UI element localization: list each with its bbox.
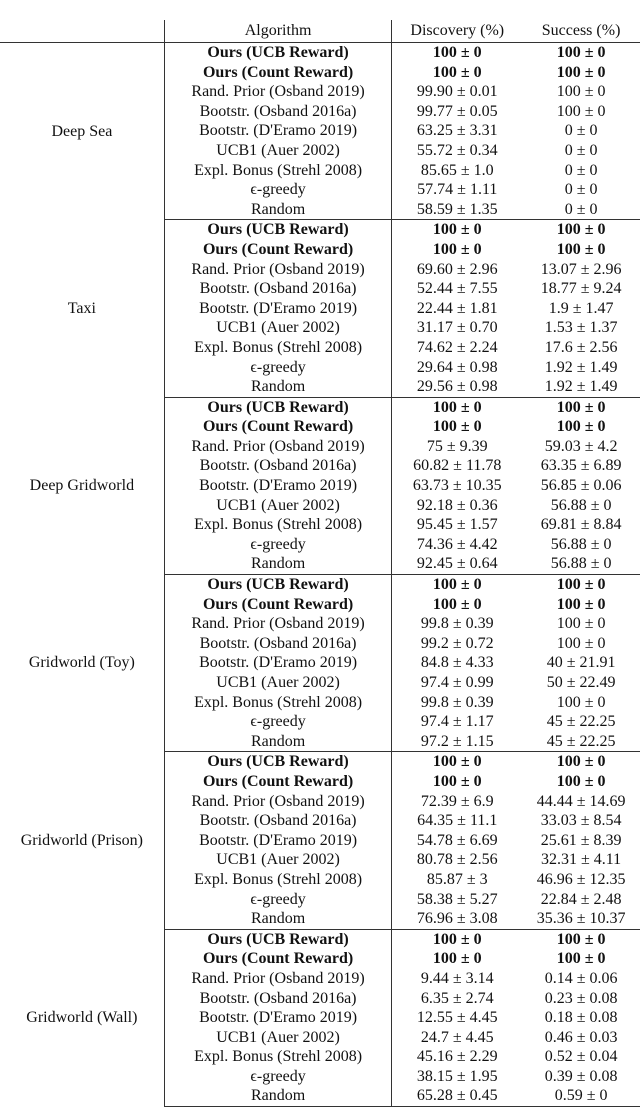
success-cell: 17.6 ± 2.56 <box>544 338 618 356</box>
success-cell: 0.23 ± 0.08 <box>544 989 618 1007</box>
discovery-cell: 100 ± 0 <box>432 930 482 948</box>
table-row <box>0 929 640 949</box>
success-cell: 69.81 ± 8.84 <box>540 516 622 534</box>
algorithm-cell: UCB1 (Auer 2002) <box>164 850 392 870</box>
algorithm-cell: Ours (Count Reward) <box>164 417 392 437</box>
discovery-cell: 52.44 ± 7.55 <box>416 280 498 298</box>
algorithm-cell: Expl. Bonus (Strehl 2008) <box>164 1047 392 1067</box>
success-cell: 56.88 ± 0 <box>550 496 612 514</box>
algorithm-cell: Expl. Bonus (Strehl 2008) <box>164 161 392 181</box>
discovery-cell: 69.60 ± 2.96 <box>416 260 498 278</box>
success-cell: 0 ± 0 <box>564 161 598 179</box>
algorithm-cell: Ours (UCB Reward) <box>164 752 392 772</box>
algorithm-cell: Rand. Prior (Osband 2019) <box>164 437 392 457</box>
success-cell: 100 ± 0 <box>556 634 606 652</box>
algorithm-cell: Ours (Count Reward) <box>164 63 392 83</box>
discovery-cell: 22.44 ± 1.81 <box>416 299 498 317</box>
discovery-cell: 84.8 ± 4.33 <box>420 654 494 672</box>
success-cell: 0.39 ± 0.08 <box>544 1067 618 1085</box>
algorithm-cell: Ours (Count Reward) <box>164 772 392 792</box>
success-cell: 1.53 ± 1.37 <box>544 319 618 337</box>
discovery-cell: 100 ± 0 <box>432 576 482 594</box>
discovery-cell: 9.44 ± 3.14 <box>420 969 494 987</box>
table-row <box>0 397 640 417</box>
success-cell: 100 ± 0 <box>556 576 606 594</box>
success-cell: 0.59 ± 0 <box>522 1086 640 1106</box>
environment-label: Gridworld (Wall) <box>0 929 164 1106</box>
success-cell: 56.88 ± 0 <box>522 554 640 574</box>
algorithm-cell: ϵ-greedy <box>164 358 392 378</box>
success-cell: 100 ± 0 <box>556 930 606 948</box>
success-cell: 35.36 ± 10.37 <box>522 909 640 929</box>
success-cell: 100 ± 0 <box>556 398 606 416</box>
discovery-cell: 97.4 ± 0.99 <box>420 674 494 691</box>
discovery-cell: 100 ± 0 <box>432 753 482 771</box>
algorithm-cell: Expl. Bonus (Strehl 2008) <box>164 693 392 713</box>
success-cell: 63.35 ± 6.89 <box>540 457 622 475</box>
algorithm-cell: Bootstr. (D'Eramo 2019) <box>164 299 392 319</box>
success-cell: 100 ± 0 <box>556 102 606 120</box>
algorithm-cell: UCB1 (Auer 2002) <box>164 141 392 161</box>
success-cell: 50 ± 22.49 <box>546 674 616 691</box>
discovery-cell: 60.82 ± 11.78 <box>413 457 502 475</box>
algorithm-cell: UCB1 (Auer 2002) <box>164 318 392 338</box>
success-cell: 100 ± 0 <box>556 83 606 101</box>
algorithm-cell: Ours (Count Reward) <box>164 595 392 615</box>
success-cell: 0 ± 0 <box>564 122 598 140</box>
algorithm-cell: ϵ-greedy <box>164 890 392 910</box>
discovery-cell: 58.38 ± 5.27 <box>416 890 498 908</box>
algorithm-cell: Rand. Prior (Osband 2019) <box>164 792 392 812</box>
discovery-cell: 100 ± 0 <box>432 418 482 436</box>
environment-label: Gridworld (Prison) <box>0 752 164 929</box>
algorithm-cell: Bootstr. (D'Eramo 2019) <box>164 653 392 673</box>
algorithm-cell: Bootstr. (D'Eramo 2019) <box>164 476 392 496</box>
environment-label: Deep Gridworld <box>0 397 164 574</box>
algorithm-cell: Ours (Count Reward) <box>164 949 392 969</box>
discovery-cell: 38.15 ± 1.95 <box>416 1067 498 1085</box>
results-table <box>0 20 640 1107</box>
success-cell: 0.14 ± 0.06 <box>544 969 618 987</box>
success-cell: 1.9 ± 1.47 <box>548 299 614 317</box>
algorithm-cell: Rand. Prior (Osband 2019) <box>164 260 392 280</box>
success-cell: 56.85 ± 0.06 <box>540 477 622 495</box>
success-cell: 59.03 ± 4.2 <box>544 437 618 455</box>
algorithm-cell: Ours (UCB Reward) <box>164 929 392 949</box>
algorithm-cell: Bootstr. (Osband 2016a) <box>164 279 392 299</box>
discovery-cell: 85.87 ± 3 <box>426 870 488 888</box>
success-cell: 45 ± 22.25 <box>522 732 640 752</box>
algorithm-cell: UCB1 (Auer 2002) <box>164 673 392 693</box>
success-cell: 13.07 ± 2.96 <box>540 260 622 278</box>
discovery-cell: 29.64 ± 0.98 <box>416 358 498 376</box>
discovery-cell: 95.45 ± 1.57 <box>416 516 498 534</box>
algorithm-cell: Random <box>164 1086 392 1106</box>
success-cell: 46.96 ± 12.35 <box>536 870 626 888</box>
discovery-cell: 100 ± 0 <box>432 221 482 239</box>
discovery-cell: 92.18 ± 0.36 <box>416 496 498 514</box>
discovery-cell: 24.7 ± 4.45 <box>420 1028 494 1046</box>
algorithm-cell: Bootstr. (Osband 2016a) <box>164 811 392 831</box>
success-cell: 0.52 ± 0.04 <box>544 1048 618 1066</box>
discovery-cell: 54.78 ± 6.69 <box>416 831 498 849</box>
algorithm-cell: Bootstr. (Osband 2016a) <box>164 102 392 122</box>
success-cell: 45 ± 22.25 <box>546 713 616 731</box>
algorithm-cell: Bootstr. (Osband 2016a) <box>164 634 392 654</box>
table-row <box>0 752 640 772</box>
discovery-cell: 100 ± 0 <box>432 772 482 790</box>
success-cell: 0 ± 0 <box>564 141 598 159</box>
algorithm-cell: UCB1 (Auer 2002) <box>164 1028 392 1048</box>
discovery-cell: 97.4 ± 1.17 <box>420 713 494 731</box>
discovery-cell: 63.73 ± 10.35 <box>412 477 502 495</box>
success-cell: 33.03 ± 8.54 <box>540 812 622 830</box>
algorithm-cell: Ours (UCB Reward) <box>164 220 392 240</box>
discovery-cell: 74.62 ± 2.24 <box>416 338 498 356</box>
discovery-cell: 65.28 ± 0.45 <box>392 1086 522 1106</box>
success-cell: 18.77 ± 9.24 <box>540 280 622 298</box>
success-cell: 100 ± 0 <box>556 221 606 239</box>
success-cell: 100 ± 0 <box>556 418 606 436</box>
success-cell: 100 ± 0 <box>556 950 606 968</box>
success-cell: 0 ± 0 <box>522 200 640 220</box>
header-environment <box>0 20 164 43</box>
success-cell: 25.61 ± 8.39 <box>540 831 622 849</box>
discovery-cell: 99.8 ± 0.39 <box>420 693 494 711</box>
algorithm-cell: Expl. Bonus (Strehl 2008) <box>164 515 392 535</box>
discovery-cell: 74.36 ± 4.42 <box>416 535 498 553</box>
environment-label: Taxi <box>0 220 164 397</box>
algorithm-cell: Rand. Prior (Osband 2019) <box>164 969 392 989</box>
algorithm-cell: ϵ-greedy <box>164 712 392 732</box>
discovery-cell: 100 ± 0 <box>432 398 482 416</box>
algorithm-cell: Expl. Bonus (Strehl 2008) <box>164 338 392 358</box>
success-cell: 1.92 ± 1.49 <box>522 377 640 397</box>
discovery-cell: 58.59 ± 1.35 <box>392 200 522 220</box>
discovery-cell: 12.55 ± 4.45 <box>416 1009 498 1027</box>
discovery-cell: 99.8 ± 0.39 <box>420 615 494 633</box>
table-row <box>0 43 640 63</box>
algorithm-cell: Rand. Prior (Osband 2019) <box>164 614 392 634</box>
algorithm-cell: Random <box>164 909 392 929</box>
discovery-cell: 75 ± 9.39 <box>426 437 488 455</box>
discovery-cell: 100 ± 0 <box>432 950 482 968</box>
algorithm-cell: Bootstr. (D'Eramo 2019) <box>164 121 392 141</box>
algorithm-cell: Bootstr. (D'Eramo 2019) <box>164 1008 392 1028</box>
algorithm-cell: UCB1 (Auer 2002) <box>164 496 392 516</box>
success-cell: 44.44 ± 14.69 <box>536 792 626 810</box>
algorithm-cell: Bootstr. (Osband 2016a) <box>164 989 392 1009</box>
discovery-cell: 99.77 ± 0.05 <box>416 102 498 120</box>
algorithm-cell: Random <box>164 377 392 397</box>
success-cell: 0.18 ± 0.08 <box>544 1009 618 1027</box>
algorithm-cell: Bootstr. (D'Eramo 2019) <box>164 831 392 851</box>
success-cell: 1.92 ± 1.49 <box>544 358 618 376</box>
discovery-cell: 92.45 ± 0.64 <box>392 554 522 574</box>
algorithm-cell: Bootstr. (Osband 2016a) <box>164 456 392 476</box>
discovery-cell: 99.90 ± 0.01 <box>416 83 498 101</box>
environment-label: Deep Sea <box>0 43 164 220</box>
discovery-cell: 100 ± 0 <box>432 63 482 81</box>
success-cell: 100 ± 0 <box>556 595 606 613</box>
algorithm-cell: Ours (UCB Reward) <box>164 397 392 417</box>
success-cell: 0.46 ± 0.03 <box>544 1028 618 1046</box>
table-row <box>0 575 640 595</box>
discovery-cell: 63.25 ± 3.31 <box>416 122 498 140</box>
algorithm-cell: Rand. Prior (Osband 2019) <box>164 82 392 102</box>
success-cell: 22.84 ± 2.48 <box>540 890 622 908</box>
discovery-cell: 97.2 ± 1.15 <box>392 732 522 752</box>
success-cell: 100 ± 0 <box>556 615 606 633</box>
success-cell: 40 ± 21.91 <box>546 654 616 672</box>
success-cell: 100 ± 0 <box>556 63 606 81</box>
discovery-cell: 72.39 ± 6.9 <box>420 792 494 810</box>
discovery-cell: 45.16 ± 2.29 <box>416 1048 498 1066</box>
discovery-cell: 6.35 ± 2.74 <box>420 989 494 1007</box>
discovery-cell: 76.96 ± 3.08 <box>392 909 522 929</box>
discovery-cell: 31.17 ± 0.70 <box>416 319 498 337</box>
header-row <box>0 20 640 43</box>
algorithm-cell: Ours (UCB Reward) <box>164 43 392 63</box>
algorithm-cell: Ours (UCB Reward) <box>164 575 392 595</box>
discovery-cell: 64.35 ± 11.1 <box>417 812 498 830</box>
success-cell: 100 ± 0 <box>556 753 606 771</box>
discovery-cell: 55.72 ± 0.34 <box>416 141 498 159</box>
discovery-cell: 100 ± 0 <box>432 595 482 613</box>
header-success: Success (%) <box>522 20 640 43</box>
header-algorithm: Algorithm <box>164 20 392 43</box>
success-cell: 32.31 ± 4.11 <box>540 851 622 869</box>
algorithm-cell: Random <box>164 554 392 574</box>
discovery-cell: 57.74 ± 1.11 <box>417 181 498 199</box>
header-discovery: Discovery (%) <box>392 20 522 43</box>
success-cell: 100 ± 0 <box>556 44 606 61</box>
success-cell: 56.88 ± 0 <box>550 535 612 553</box>
algorithm-cell: ϵ-greedy <box>164 535 392 555</box>
discovery-cell: 29.56 ± 0.98 <box>392 377 522 397</box>
success-cell: 100 ± 0 <box>556 693 606 711</box>
discovery-cell: 99.2 ± 0.72 <box>420 634 494 652</box>
table-body <box>0 43 640 1107</box>
algorithm-cell: ϵ-greedy <box>164 1067 392 1087</box>
success-cell: 0 ± 0 <box>564 181 598 199</box>
discovery-cell: 100 ± 0 <box>432 240 482 258</box>
algorithm-cell: Random <box>164 732 392 752</box>
algorithm-cell: Ours (Count Reward) <box>164 240 392 260</box>
table-row <box>0 220 640 240</box>
discovery-cell: 100 ± 0 <box>432 44 482 61</box>
success-cell: 100 ± 0 <box>556 240 606 258</box>
success-cell: 100 ± 0 <box>556 772 606 790</box>
algorithm-cell: Random <box>164 200 392 220</box>
algorithm-cell: Expl. Bonus (Strehl 2008) <box>164 870 392 890</box>
discovery-cell: 80.78 ± 2.56 <box>416 851 498 869</box>
environment-label: Gridworld (Toy) <box>0 575 164 752</box>
discovery-cell: 85.65 ± 1.0 <box>420 161 494 179</box>
algorithm-cell: ϵ-greedy <box>164 180 392 200</box>
